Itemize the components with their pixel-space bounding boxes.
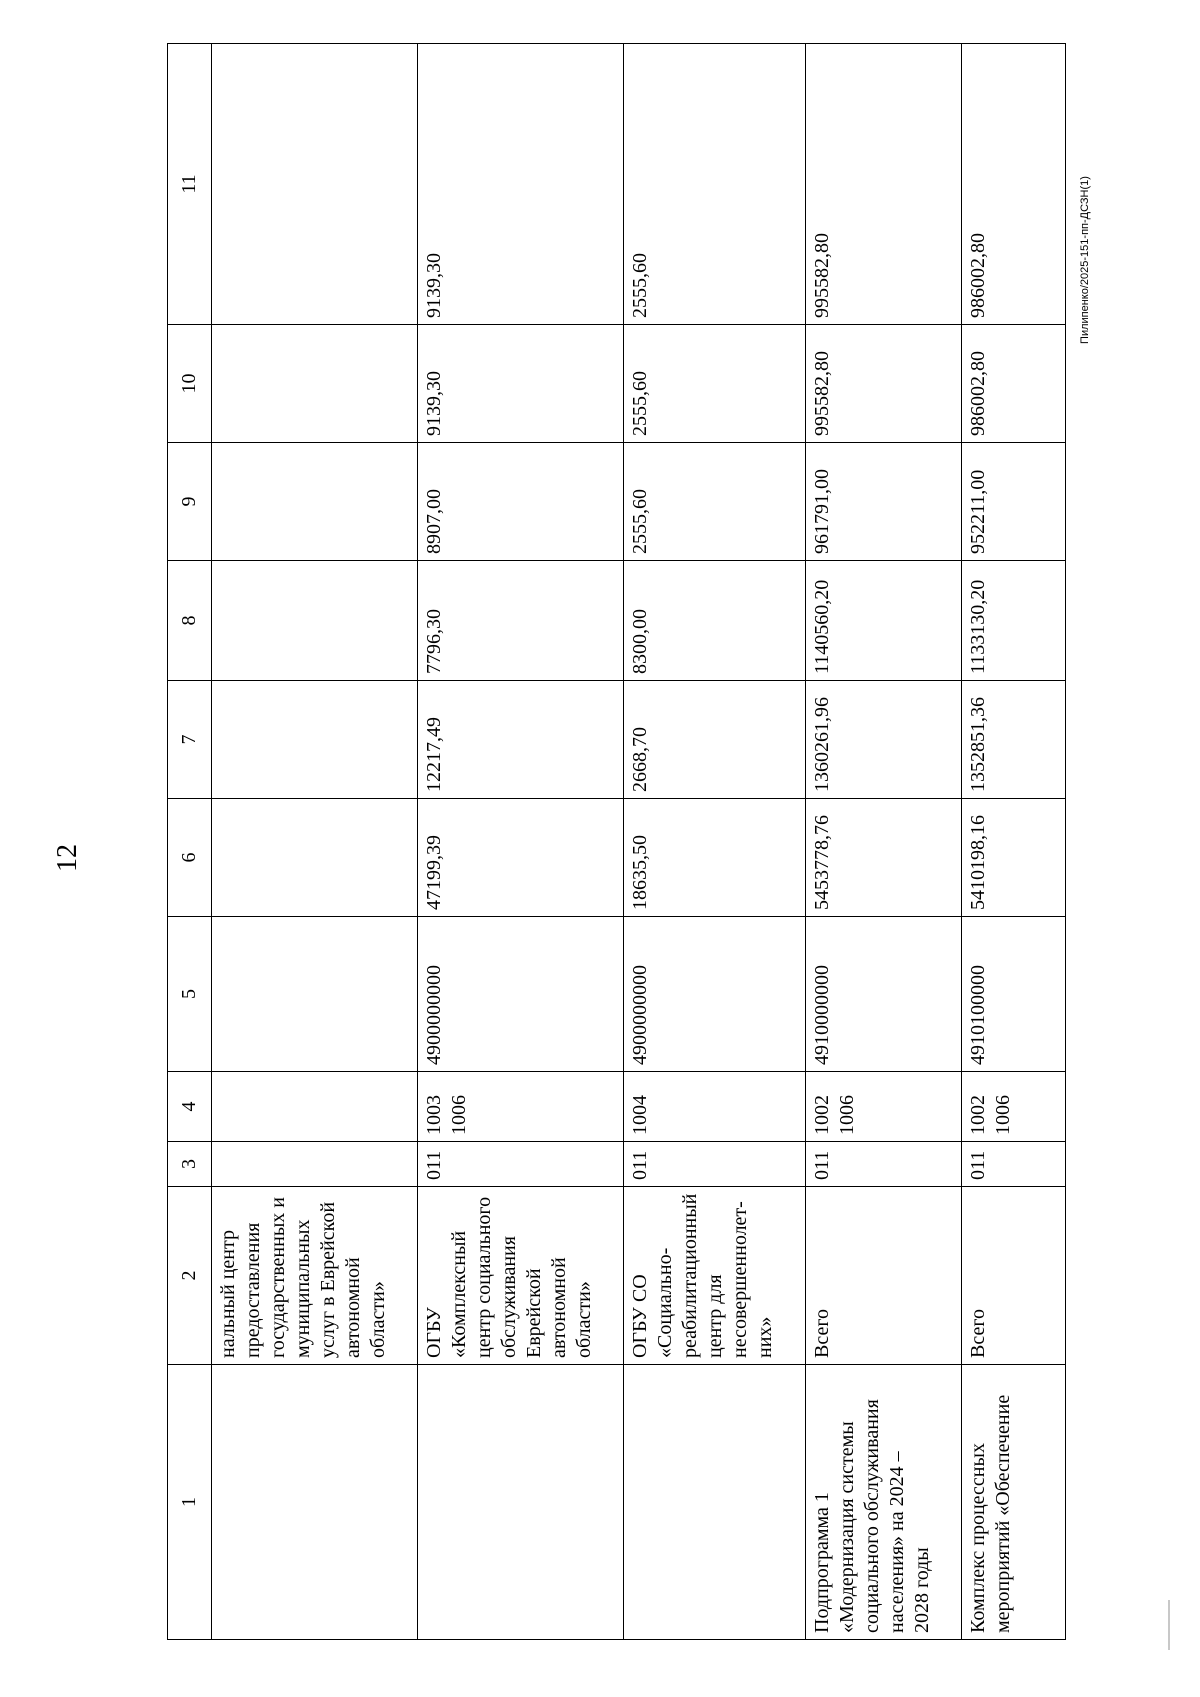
header-cell: 9 (168, 443, 212, 561)
header-cell: 7 (168, 681, 212, 799)
cell-executor: ОГБУ «Комплексный центр социального обслуживания Еврейской автономной области» (418, 1187, 624, 1365)
cell-target (212, 917, 418, 1072)
cell-value (212, 799, 418, 917)
cell-executor: Всего (806, 1187, 962, 1365)
cell-value: 47199,39 (418, 799, 624, 917)
cell-value: 8300,00 (624, 561, 806, 681)
cell-value: 9139,30 (418, 325, 624, 443)
cell-value: 961791,00 (806, 443, 962, 561)
cell-value: 7796,30 (418, 561, 624, 681)
cell-value: 1133130,20 (962, 561, 1066, 681)
cell-value (212, 443, 418, 561)
cell-value: 8907,00 (418, 443, 624, 561)
cell-value: 9139,30 (418, 44, 624, 325)
cell-program: Комплекс процессных мероприятий «Обеспечение (962, 1365, 1066, 1640)
header-cell: 8 (168, 561, 212, 681)
cell-grbs: 011 (962, 1142, 1066, 1187)
header-cell: 6 (168, 799, 212, 917)
cell-section: 1002 1006 (806, 1072, 962, 1142)
cell-program: Подпрограмма 1 «Модернизация системы социального обслуживания населения» на 2024 – 2028 годы (806, 1365, 962, 1640)
cell-section: 1003 1006 (418, 1072, 624, 1142)
cell-value (212, 561, 418, 681)
cell-section: 1002 1006 (962, 1072, 1066, 1142)
footer-document-code: Пилипенко/2025-151-пп-ДСЗН(1) (1079, 176, 1091, 344)
cell-section: 1004 (624, 1072, 806, 1142)
table-row (418, 44, 624, 1640)
cell-value: 995582,80 (806, 325, 962, 443)
cell-value: 986002,80 (962, 325, 1066, 443)
table-row (962, 44, 1066, 1640)
cell-target: 4900000000 (624, 917, 806, 1072)
rotated-table-container (167, 44, 1065, 1640)
cell-value: 986002,80 (962, 44, 1066, 325)
cell-target: 4900000000 (418, 917, 624, 1072)
cell-executor: нальный центр предоставления государственных и муниципальных услуг в Еврейской автономной области» (212, 1187, 418, 1365)
header-cell: 10 (168, 325, 212, 443)
page-edge-mark (1168, 1600, 1170, 1650)
header-cell: 1 (168, 1365, 212, 1640)
cell-value: 995582,80 (806, 44, 962, 325)
cell-value: 2555,60 (624, 443, 806, 561)
cell-program (624, 1365, 806, 1640)
cell-value: 18635,50 (624, 799, 806, 917)
cell-value: 5453778,76 (806, 799, 962, 917)
header-cell: 3 (168, 1142, 212, 1187)
cell-value: 2668,70 (624, 681, 806, 799)
cell-grbs: 011 (418, 1142, 624, 1187)
cell-executor: Всего (962, 1187, 1066, 1365)
cell-grbs (212, 1142, 418, 1187)
cell-value: 1352851,36 (962, 681, 1066, 799)
cell-program (212, 1365, 418, 1640)
cell-value: 12217,49 (418, 681, 624, 799)
cell-value: 2555,60 (624, 325, 806, 443)
cell-target: 4910000000 (806, 917, 962, 1072)
table-row (806, 44, 962, 1640)
cell-value (212, 44, 418, 325)
header-cell: 4 (168, 1072, 212, 1142)
cell-value: 2555,60 (624, 44, 806, 325)
cell-grbs: 011 (624, 1142, 806, 1187)
header-cell: 2 (168, 1187, 212, 1365)
page-number: 12 (52, 844, 83, 872)
cell-value (212, 325, 418, 443)
header-cell: 11 (168, 44, 212, 325)
table-row (624, 44, 806, 1640)
cell-value: 952211,00 (962, 443, 1066, 561)
table-header-row (168, 44, 212, 1640)
cell-target: 4910100000 (962, 917, 1066, 1072)
cell-grbs: 011 (806, 1142, 962, 1187)
cell-value (212, 681, 418, 799)
header-cell: 5 (168, 917, 212, 1072)
table-row (212, 44, 418, 1640)
cell-value: 1360261,96 (806, 681, 962, 799)
cell-value: 1140560,20 (806, 561, 962, 681)
cell-program (418, 1365, 624, 1640)
cell-section (212, 1072, 418, 1142)
cell-executor: ОГБУ СО «Социально- реабилитационный центр для несовершеннолет- них» (624, 1187, 806, 1365)
cell-value: 5410198,16 (962, 799, 1066, 917)
budget-table (167, 43, 1066, 1640)
